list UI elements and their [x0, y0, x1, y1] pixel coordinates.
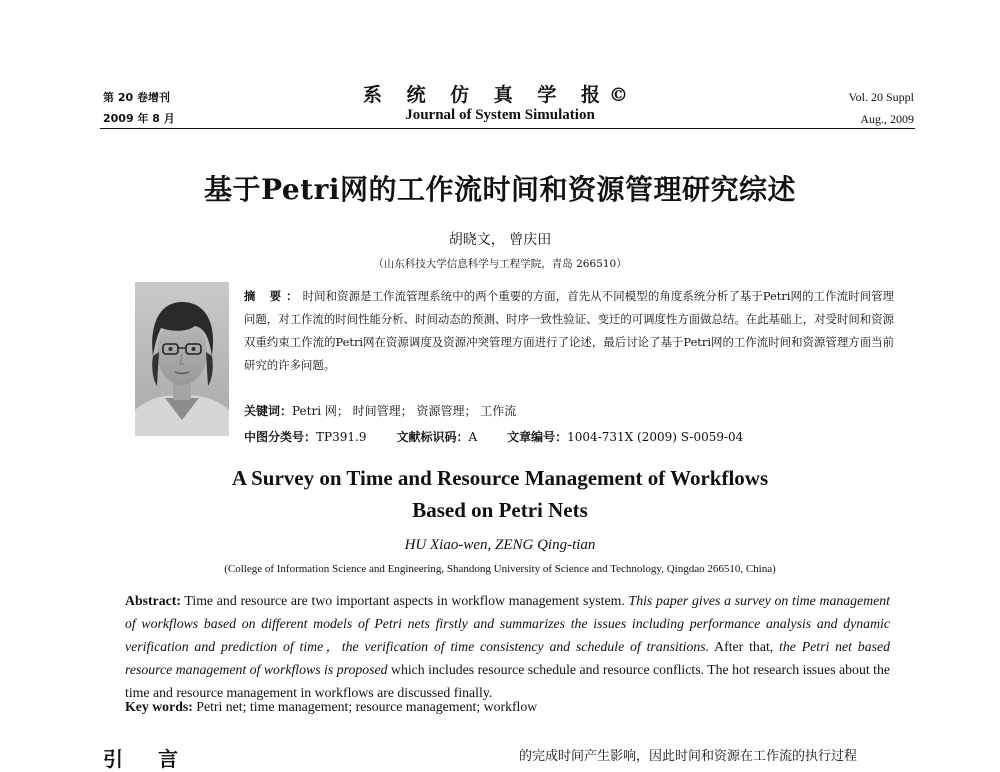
keywords-cn-label: 关键词： [244, 404, 293, 418]
authors-cn: 胡晓文， 曾庆田 [448, 232, 552, 248]
abstract-en-part4: the Petri net based resource management of workflows is proposed [125, 639, 890, 677]
date-en: Aug., 2009 [860, 112, 914, 126]
doc-code-label: 文献标识码： [396, 430, 469, 444]
paper-title-en [0, 462, 1000, 526]
date-cn: 2009 年 8 月 [103, 112, 175, 125]
author-photo [135, 282, 229, 436]
keywords-en-text: Petri net; time management; resource management; workflow [192, 699, 538, 714]
journal-title-cn: 系 统 仿 真 学 报© [362, 84, 638, 106]
doc-code-value: A [468, 430, 478, 444]
article-value: 1004-731X (2009) S-0059-04 [567, 430, 744, 444]
abstract-cn [244, 285, 894, 377]
keywords-en-label: Key words: [125, 699, 193, 714]
paper-title-cn: 基于Petri网的工作流时间和资源管理研究综述 [204, 173, 796, 206]
abstract-cn-label: 摘 要： [244, 289, 303, 303]
abstract-en-label: Abstract: [125, 593, 181, 608]
document-code [396, 430, 477, 444]
abstract-en [125, 589, 890, 704]
affiliation-cn: （山东科技大学信息科学与工程学院，青岛 266510） [373, 258, 627, 270]
introduction-heading: 引 言 [103, 747, 192, 771]
clc-label: 中图分类号： [244, 430, 317, 444]
abstract-en-part2: This paper gives a survey on time management of workflows based on different models of Petri nets firstly and summarizes the issues including performance analysis and dynamic verification and prediction of time，the verification of time consistency and schedule of transitions. [125, 593, 890, 654]
paper-title-en-line2: Based on Petri Nets [412, 498, 588, 522]
keywords-cn-text: Petri 网； 时间管理； 资源管理； 工作流 [292, 404, 517, 418]
classification-cn [244, 428, 773, 445]
keywords-en [125, 699, 537, 715]
body-text-fragment: 的完成时间产生影响，因此时间和资源在工作流的执行过程 [519, 749, 858, 764]
abstract-cn-text: 时间和资源是工作流管理系统中的两个重要的方面，首先从不同模型的角度系统分析了基于Petri网的工作流时间管理问题，对工作流的时间性能分析、时间动态的预测、时序一致性验证、变迁的可调度性方面做总结。在此基础上，对受时间和资源双重约束工作流的Petri网在资源调度及资源冲突管理方面进行了论述，最后讨论了基于Petri网的工作流时间和资源管理方面当前研究的许多问题。 [244, 289, 895, 372]
clc-number [244, 430, 366, 444]
abstract-en-part1: Time and resource are two important aspects in workflow management system. [180, 593, 629, 608]
clc-value: TP391.9 [316, 430, 367, 444]
volume-cn: 第 20 卷增刊 [103, 91, 170, 104]
article-label: 文章编号： [507, 430, 568, 444]
keywords-cn [244, 402, 516, 419]
header-rule [100, 128, 915, 129]
volume-en: Vol. 20 Suppl [848, 90, 914, 104]
abstract-en-part3: After that, [709, 639, 780, 654]
abstract-en-part5: which includes resource schedule and resource conflicts. The hot research issues about the time and resource management in workflows are discussed finally. [125, 662, 890, 700]
paper-title-en-line1: A Survey on Time and Resource Management of Workflows [231, 466, 769, 490]
authors-en: HU Xiao-wen, ZENG Qing-tian [404, 537, 596, 553]
affiliation-en: (College of Information Science and Engineering, Shandong University of Science and Technology, Qingdao 266510, China) [224, 563, 776, 575]
article-number [507, 430, 743, 444]
journal-title-en: Journal of System Simulation [405, 107, 595, 123]
